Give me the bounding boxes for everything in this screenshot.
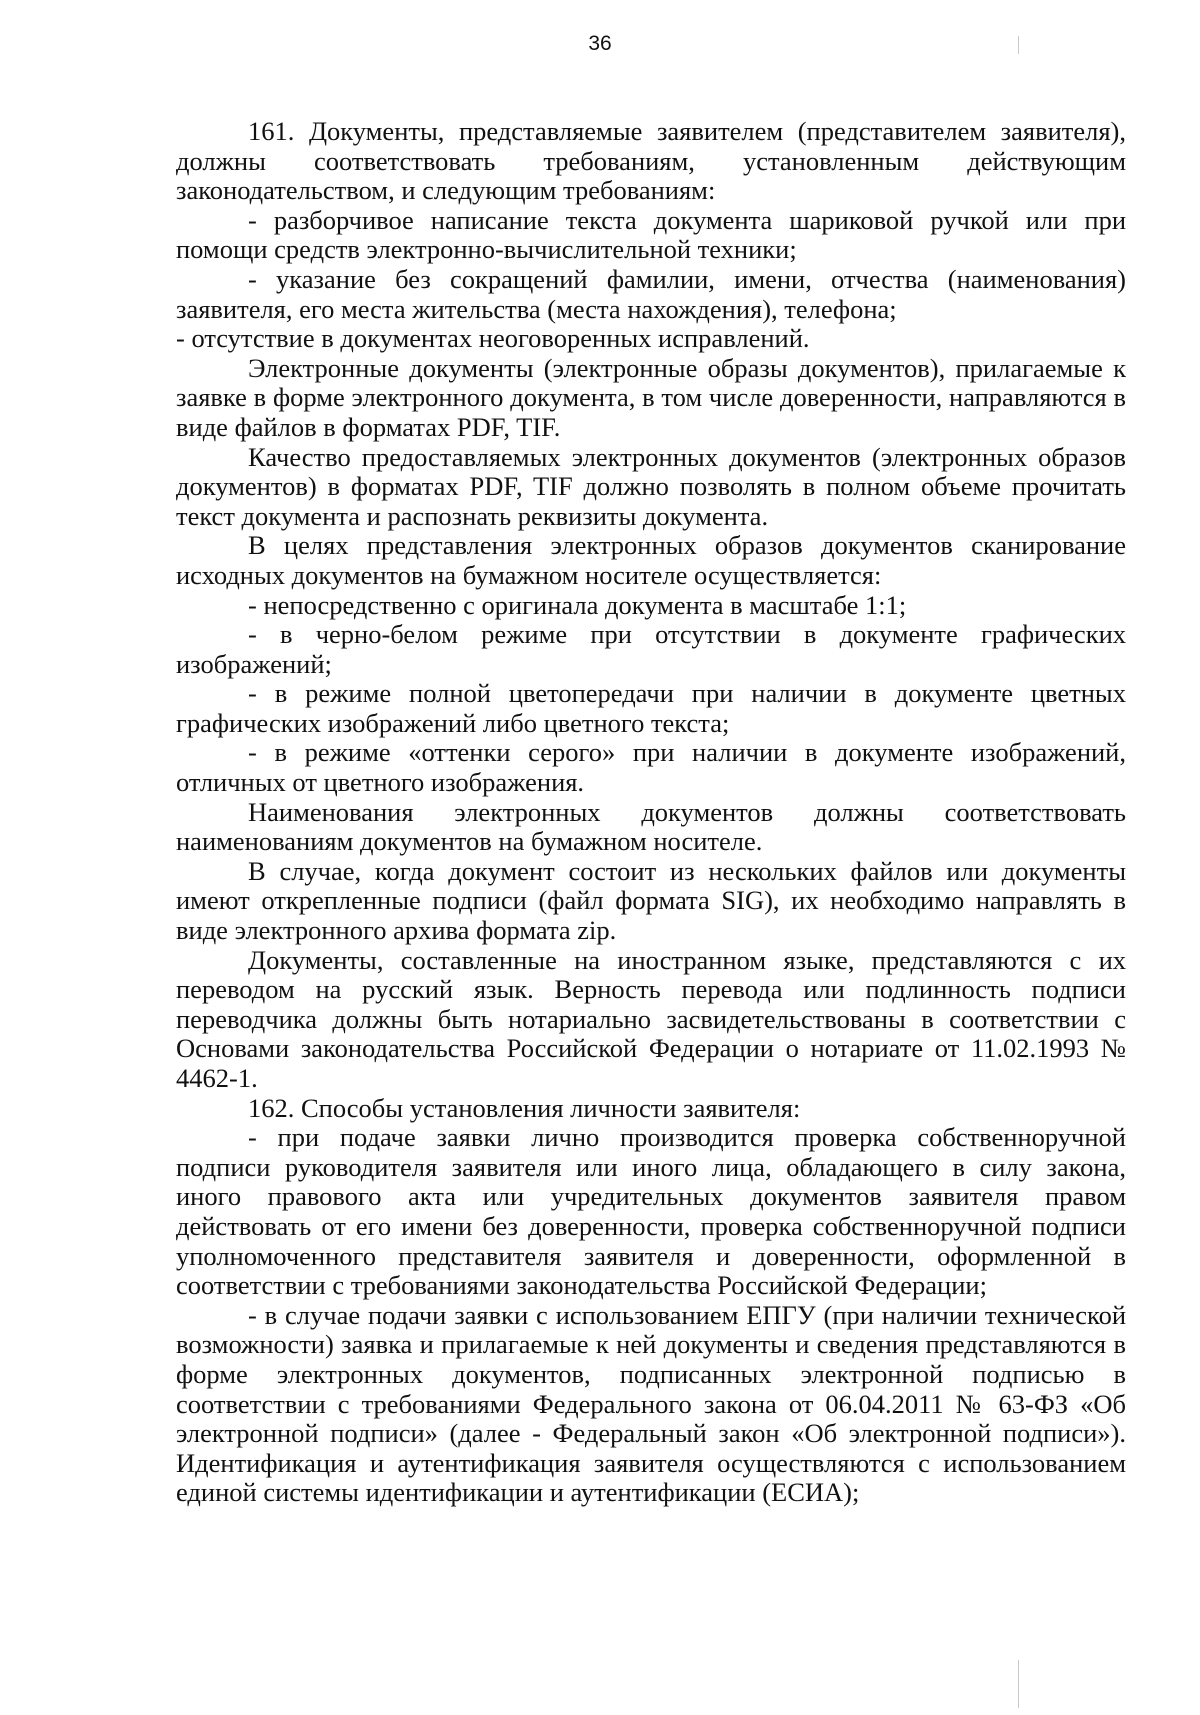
paragraph-scanning-purpose: В целях представления электронных образов документов сканирование исходных документов на бумажном носителе осуществляется: bbox=[176, 530, 1126, 590]
paragraph-162-heading: 162. Способы установления личности заявителя: bbox=[248, 1092, 801, 1123]
scan-artifact-line bbox=[1018, 1660, 1019, 1708]
paragraph-document-quality: Качество предоставляемых электронных документов (электронных образов документов) в форматах PDF, TIF должно позволять в полном объеме прочитать текст документа и распознать реквизиты документа. bbox=[176, 441, 1126, 531]
paragraph-epgu-submission: - в случае подачи заявки с использованием ЕПГУ (при наличии технической возможности) заявка и прилагаемые к ней документы и сведения представляются в форме электронных документов, подписанных электронной подписью в соответствии с требованиями Федерального закона от 06.04.2011 № 63-ФЗ «Об электронной подписи» (далее - Федеральный закон «Об электронной подписи»). Идентификация и аутентификация заявителя осуществляются с использованием единой системы идентификации и аутентификации (ЕСИА); bbox=[176, 1299, 1126, 1508]
paragraph-no-corrections: - отсутствие в документах неоговоренных исправлений. bbox=[176, 323, 810, 354]
paragraph-scan-bw: - в черно-белом режиме при отсутствии в документе графических изображений; bbox=[176, 619, 1126, 679]
paragraph-electronic-documents: Электронные документы (электронные образы документов), прилагаемые к заявке в форме электронного документа, в том числе доверенности, направляются в виде файлов в форматах PDF, TIF. bbox=[176, 352, 1126, 442]
document-body bbox=[176, 117, 1126, 1508]
paragraph-document-names: Наименования электронных документов должны соответствовать наименованиям документов на бумажном носителе. bbox=[176, 796, 1126, 857]
paragraph-scan-color: - в режиме полной цветопередачи при наличии в документе цветных графических изображений либо цветного текста; bbox=[176, 678, 1126, 738]
paragraph-zip-archive: В случае, когда документ состоит из нескольких файлов или документы имеют открепленные подписи (файл формата SIG), их необходимо направлять в виде электронного архива формата zip. bbox=[176, 855, 1126, 946]
paragraph-161-intro: 161. Документы, представляемые заявителем (представителем заявителя), должны соответствовать требованиям, установленным действующим законодательством, и следующим требованиям: bbox=[176, 116, 1126, 206]
paragraph-full-name: - указание без сокращений фамилии, имени, отчества (наименования) заявителя, его места жительства (места нахождения), телефона; bbox=[176, 263, 1126, 324]
paragraph-scan-scale: - непосредственно с оригинала документа в масштабе 1:1; bbox=[248, 589, 907, 620]
page-number: 36 bbox=[588, 32, 612, 55]
paragraph-scan-grayscale: - в режиме «оттенки серого» при наличии в документе изображений, отличных от цветного изображения. bbox=[176, 737, 1126, 798]
paragraph-in-person-check: - при подаче заявки лично производится проверка собственноручной подписи руководителя заявителя или иного лица, обладающего в силу закона, иного правового акта или учредительных документов заявителя правом действовать от его имени без доверенности, проверка собственноручной подписи уполномоченного представителя заявителя и доверенности, оформленной в соответствии с требованиями законодательства Российской Федерации; bbox=[176, 1122, 1126, 1301]
paragraph-legible-writing: - разборчивое написание текста документа шариковой ручкой или при помощи средств электронно-вычислительной техники; bbox=[176, 204, 1126, 265]
paragraph-foreign-language: Документы, составленные на иностранном языке, представляются с их переводом на русский язык. Верность перевода или подлинность подписи переводчика должны быть нотариально засвидетельствованы в соответствии с Основами законодательства Российской Федерации о нотариате от 11.02.1993 № 4462-1. bbox=[176, 944, 1126, 1093]
